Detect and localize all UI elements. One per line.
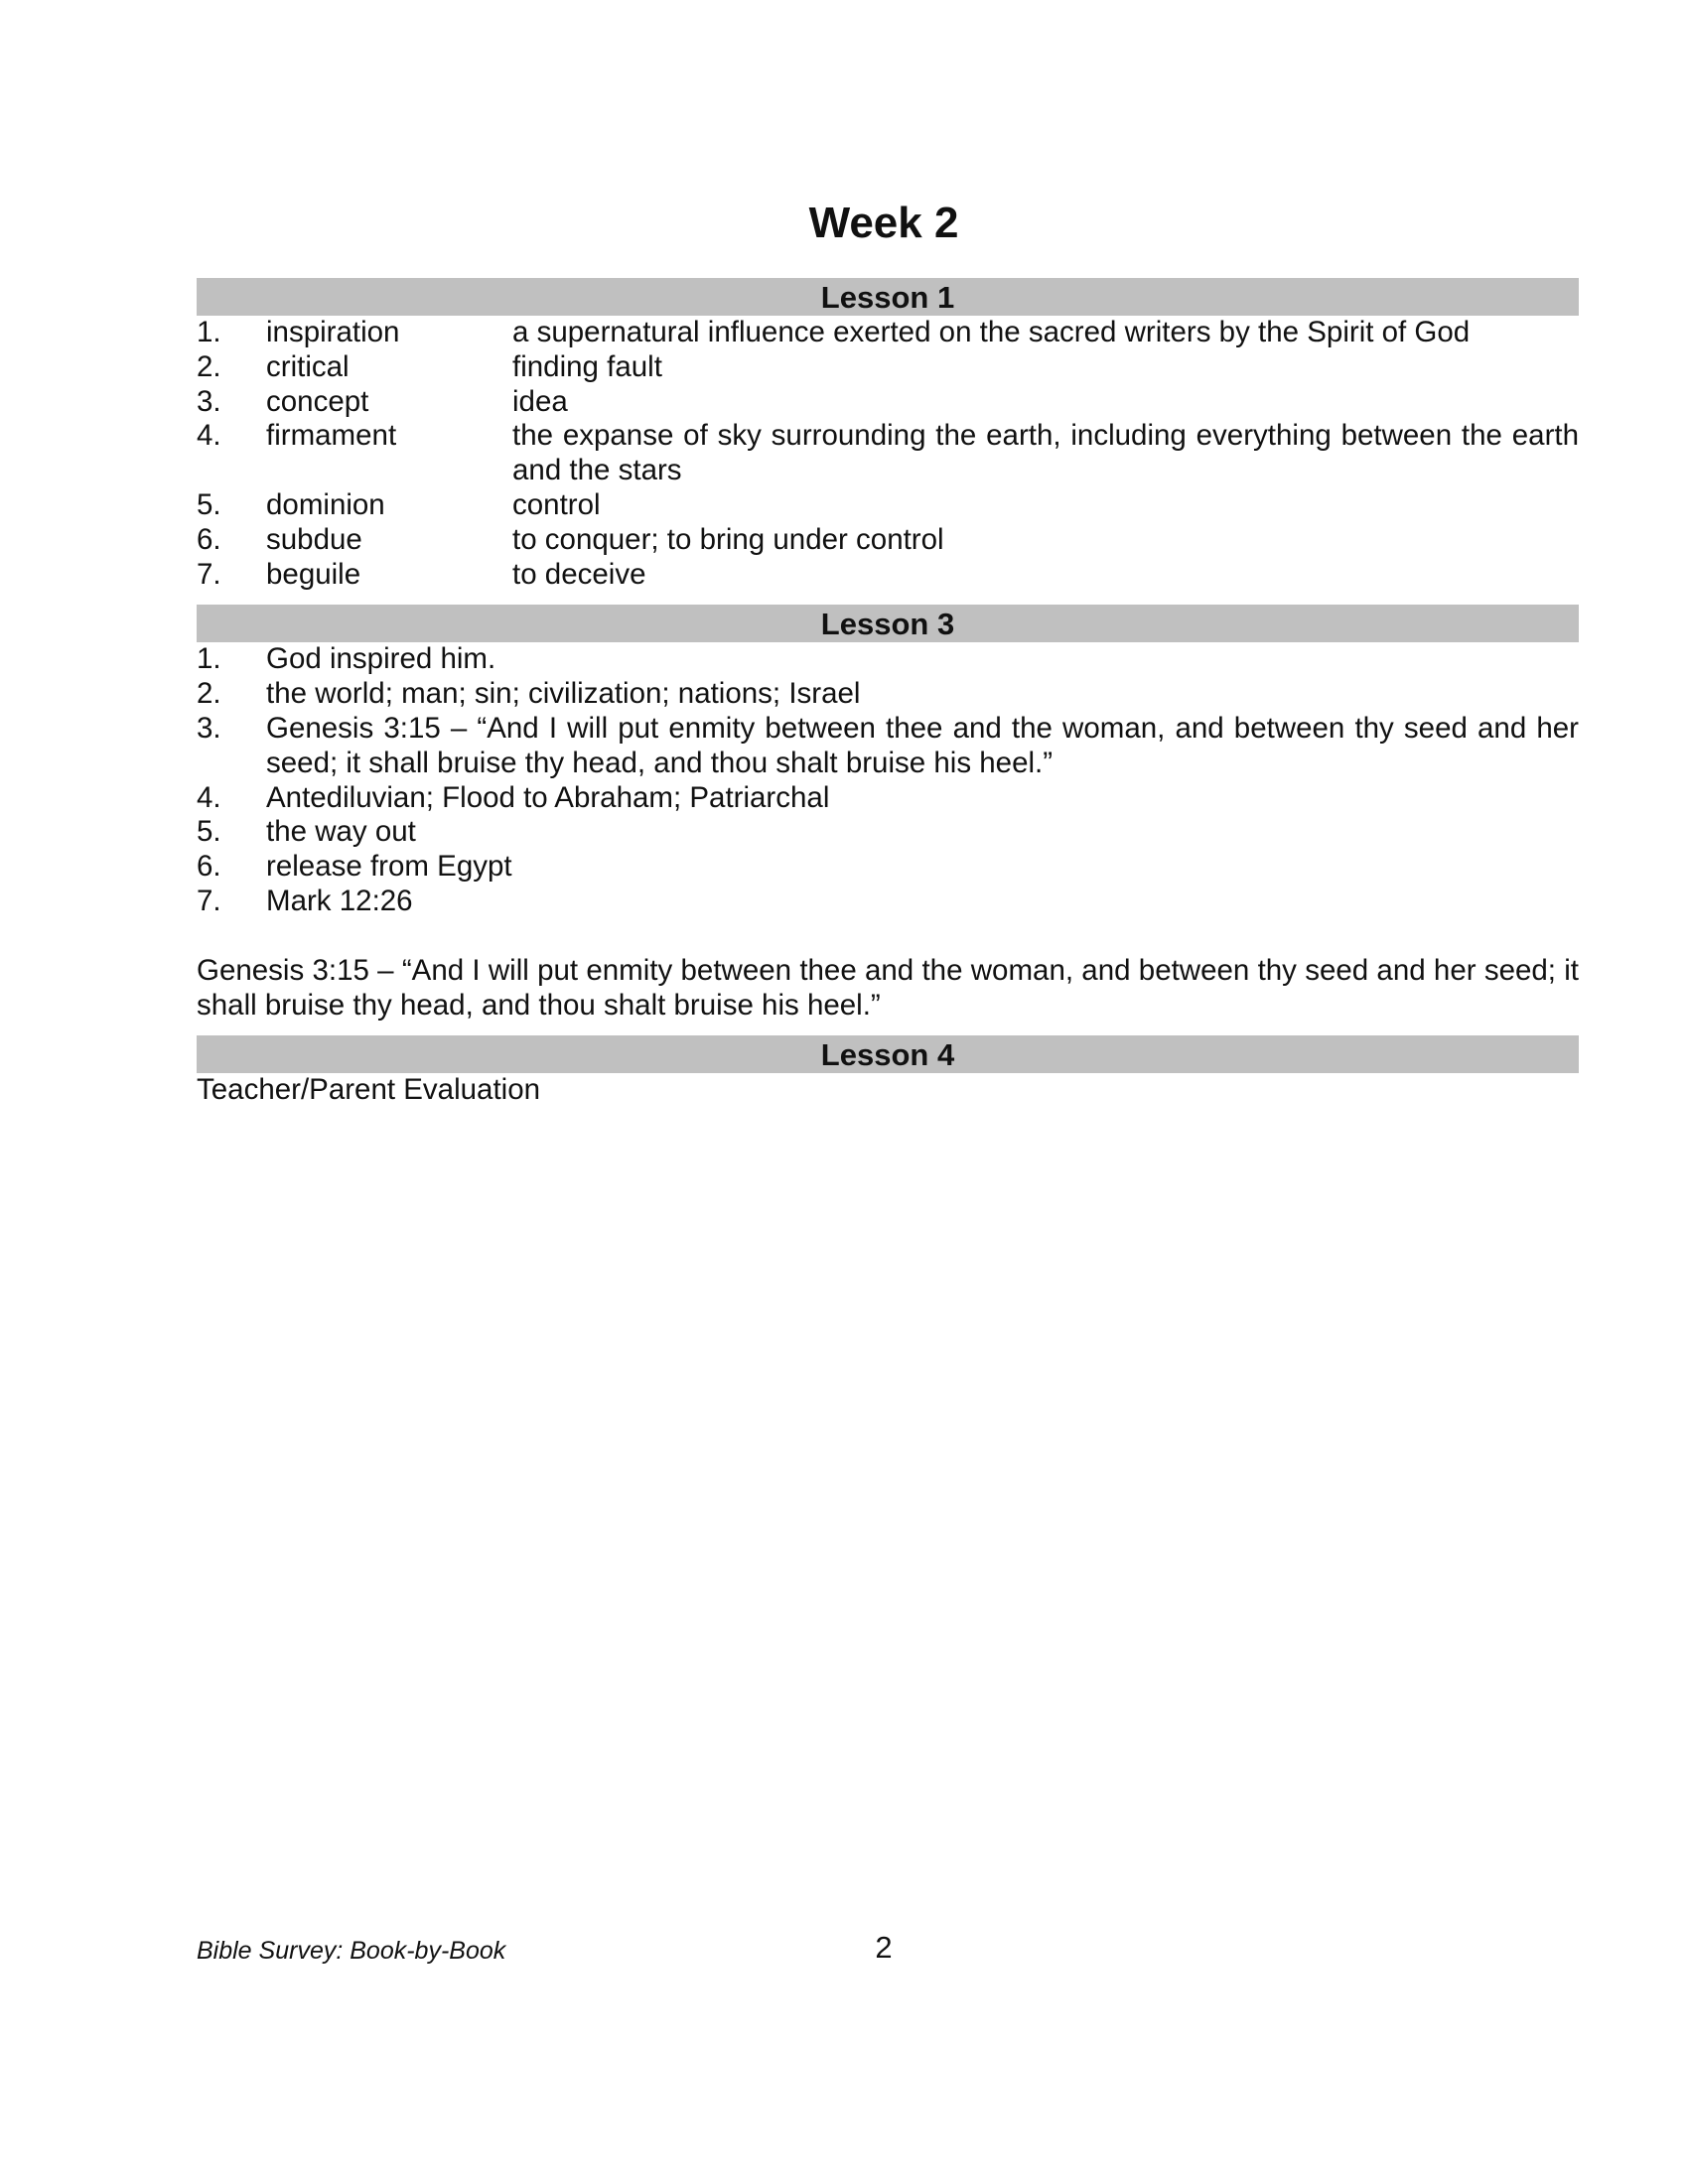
item-number: 2. xyxy=(197,677,221,711)
spacer xyxy=(197,919,1579,954)
spacer xyxy=(197,592,1579,605)
vocab-definition: control xyxy=(512,487,601,521)
item-number: 6. xyxy=(197,850,221,884)
page-number: 2 xyxy=(875,1930,893,1965)
answer-text: Antediluvian; Flood to Abraham; Patriarchal xyxy=(266,780,830,814)
answer-text: God inspired him. xyxy=(266,642,496,676)
item-number: 7. xyxy=(197,557,221,591)
item-number: 5. xyxy=(197,487,221,521)
vocab-definition: finding fault xyxy=(512,349,662,383)
answer-key-content xyxy=(197,278,1579,1108)
vocab-term: subdue xyxy=(266,522,362,556)
item-number: 3. xyxy=(197,384,221,418)
lesson-4-text: Teacher/Parent Evaluation xyxy=(197,1073,541,1107)
vocab-term: beguile xyxy=(266,557,361,591)
item-number: 1. xyxy=(197,642,221,676)
spacer xyxy=(197,1023,1579,1035)
answer-item xyxy=(197,781,1579,816)
vocab-term: inspiration xyxy=(266,316,400,348)
vocab-item xyxy=(197,385,1579,420)
lesson-4-header: Lesson 4 xyxy=(197,1035,1579,1073)
vocab-item xyxy=(197,419,1579,488)
vocab-definition: a supernatural influence exerted on the sacred writers by the Spirit of God xyxy=(512,316,1471,348)
item-number: 5. xyxy=(197,815,221,849)
answer-text: Mark 12:26 xyxy=(266,884,413,917)
answer-item xyxy=(197,712,1579,781)
vocab-definition: to conquer; to bring under control xyxy=(512,522,944,556)
answer-text: the way out xyxy=(266,815,416,849)
lesson-3-header: Lesson 3 xyxy=(197,605,1579,642)
vocab-item xyxy=(197,316,1579,350)
answer-item xyxy=(197,885,1579,919)
lesson-1-header: Lesson 1 xyxy=(197,278,1579,316)
vocab-term: firmament xyxy=(266,419,397,453)
vocab-definition: idea xyxy=(512,384,568,418)
item-number: 7. xyxy=(197,884,221,917)
scripture-paragraph: Genesis 3:15 – “And I will put enmity between thee and the woman, and between thy seed and her seed; it shall bruise thy head, and thou shalt bruise his heel.” xyxy=(197,953,1579,1022)
vocab-item xyxy=(197,523,1579,558)
answer-text: release from Egypt xyxy=(266,850,512,884)
vocab-item xyxy=(197,488,1579,523)
vocab-term: concept xyxy=(266,384,369,418)
item-number: 4. xyxy=(197,780,221,814)
answer-item xyxy=(197,815,1579,850)
page-title: Week 2 xyxy=(808,199,959,247)
item-number: 3. xyxy=(197,711,221,745)
vocab-term: critical xyxy=(266,349,350,383)
answer-item xyxy=(197,642,1579,677)
item-number: 4. xyxy=(197,419,221,453)
vocab-term: dominion xyxy=(266,487,385,521)
item-number: 2. xyxy=(197,349,221,383)
vocab-definition: the expanse of sky surrounding the earth, including everything between the earth and the stars xyxy=(512,419,1579,487)
vocab-item xyxy=(197,350,1579,385)
item-number: 6. xyxy=(197,522,221,556)
answer-text: the world; man; sin; civilization; nations; Israel xyxy=(266,677,861,711)
answer-text: Genesis 3:15 – “And I will put enmity between thee and the woman, and between thy seed and her seed; it shall bruise thy head, and thou shalt bruise his heel.” xyxy=(266,711,1579,779)
item-number: 1. xyxy=(197,316,221,348)
answer-item xyxy=(197,850,1579,885)
answer-item xyxy=(197,677,1579,712)
footer-book-title: Bible Survey: Book-by-Book xyxy=(197,1937,506,1965)
vocab-definition: to deceive xyxy=(512,557,646,591)
vocab-item xyxy=(197,558,1579,593)
